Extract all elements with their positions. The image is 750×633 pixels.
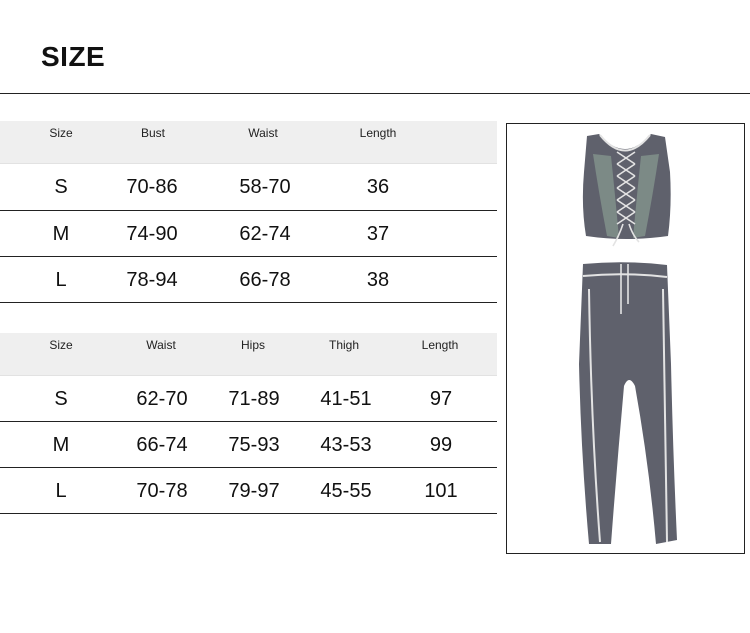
length-cell: 99 [429, 434, 453, 456]
header-size: Size [49, 126, 73, 140]
crop-top-graphic [583, 134, 671, 246]
waist-cell: 70-78 [136, 480, 188, 502]
size-cell: M [52, 223, 70, 245]
waist-cell: 66-78 [239, 269, 291, 291]
table-row [0, 211, 497, 257]
product-photo [506, 123, 745, 554]
length-cell: 37 [366, 223, 390, 245]
header-length: Length [359, 126, 397, 140]
bust-cell: 78-94 [126, 269, 178, 291]
size-cell: L [55, 480, 67, 502]
length-cell: 38 [366, 269, 390, 291]
header-hips: Hips [240, 338, 266, 352]
top-size-table [0, 121, 497, 303]
header-length: Length [421, 338, 459, 352]
bust-cell: 70-86 [126, 176, 178, 198]
header-waist: Waist [248, 126, 278, 140]
hips-cell: 79-97 [228, 480, 280, 502]
product-illustration [507, 124, 744, 553]
length-cell: 101 [424, 480, 458, 502]
hips-cell: 71-89 [228, 388, 280, 410]
title-divider [0, 93, 750, 94]
size-cell: L [55, 269, 67, 291]
waist-cell: 62-74 [239, 223, 291, 245]
table-row [0, 164, 497, 211]
hips-cell: 75-93 [228, 434, 280, 456]
header-bust: Bust [140, 126, 166, 140]
length-cell: 97 [429, 388, 453, 410]
waist-cell: 58-70 [239, 176, 291, 198]
header-size: Size [49, 338, 73, 352]
waist-cell: 66-74 [136, 434, 188, 456]
table-row [0, 376, 497, 422]
table-header-row [0, 333, 497, 376]
table-row [0, 257, 497, 303]
leggings-graphic [579, 262, 677, 544]
size-cell: M [52, 434, 70, 456]
size-cell: S [54, 388, 68, 410]
header-waist: Waist [146, 338, 176, 352]
table-header-row [0, 121, 497, 164]
page-title: SIZE [41, 41, 106, 72]
waist-cell: 62-70 [136, 388, 188, 410]
bottom-size-table [0, 333, 497, 514]
thigh-cell: 41-51 [320, 388, 372, 410]
table-row [0, 422, 497, 468]
size-cell: S [54, 176, 68, 198]
bust-cell: 74-90 [126, 223, 178, 245]
thigh-cell: 43-53 [320, 434, 372, 456]
header-thigh: Thigh [328, 338, 360, 352]
thigh-cell: 45-55 [320, 480, 372, 502]
table-row [0, 468, 497, 514]
length-cell: 36 [366, 176, 390, 198]
